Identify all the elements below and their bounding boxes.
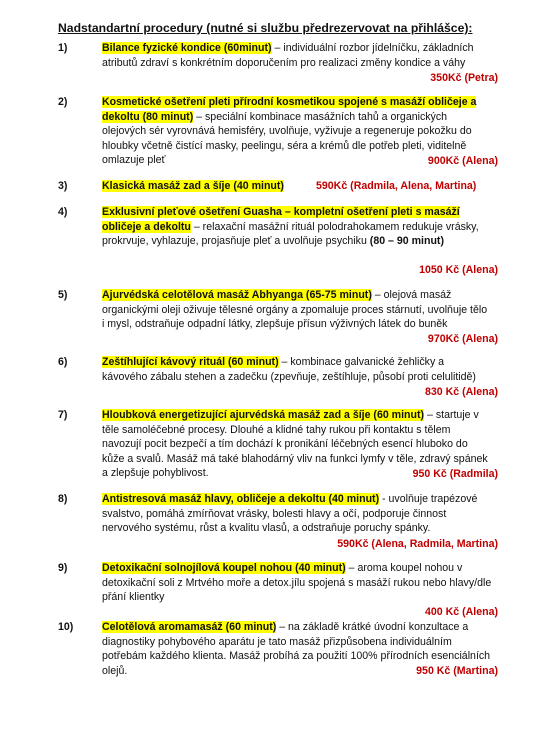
item-description: - uvolňuje trapézové svalstvo, pomáhá zmírňovat vrásky, bolesti hlavy a očí, podporuje činnost nervového systému, růst a kvalitu vlasů, a odstraňuje poruchy spánky.: [102, 493, 478, 535]
item-price: 350Kč (Petra): [430, 72, 498, 84]
item-description: – speciální kombinace masážních tahů a organických olejových sér vyrovnává hemisféry, uvolňuje, vyživuje a regeneruje pokožku do hloubky včetně čistící masky, peelingu, séra a krémů dle potřeb pleti, viditelně omlazuje pleť: [102, 110, 472, 167]
item-title: Detoxikační solnojílová koupel nohou (40 minut): [102, 562, 346, 574]
item-duration: (80 – 90 minut): [369, 235, 444, 248]
item-description: – kombinace galvanické žehličky a kávového zábalu stehen a zadečku (zpevňuje, zeštíhluje, působí proti celulitidě): [102, 356, 476, 383]
item-text: [102, 355, 492, 384]
item-price: 590Kč (Radmila, Alena, Martina): [316, 180, 477, 192]
item-price: 950 Kč (Martina): [416, 665, 498, 677]
item-title: Zeštíhlující kávový rituál (60 minut): [102, 356, 279, 368]
item-title: Klasická masáž zad a šíje (40 minut): [102, 180, 284, 192]
item-text: [102, 205, 492, 249]
item-number: 3): [58, 180, 68, 192]
item-price: 900Kč (Alena): [427, 155, 498, 167]
item-description: – startuje v těle samoléčebné procesy. Dlouhé a klidné tahy rukou při kontaktu s tělem navozují pocit bezpečí a tím dochází k pronikání léčebných esencí hluboko do kůže a svalů. Masáž má také blahodárný vliv na funkci lymfy v těle, zdravý spánek a zlepšuje pohyblivost.: [102, 409, 488, 480]
item-price: 400 Kč (Alena): [424, 606, 498, 618]
item-title: Kosmetické ošetření pleti přírodní kosmetikou spojené s masáží obličeje a dekoltu (80 minut): [102, 96, 477, 123]
item-description: – relaxační masážní rituál polodrahokamem redukuje vrásky, prokrvuje, vyhlazuje, projasňuje pleť a uvolňuje psychiku: [102, 220, 479, 248]
item-number: 5): [58, 289, 68, 301]
item-number: 2): [58, 96, 68, 108]
item-title: Ajurvédská celotělová masáž Abhyanga (65-75 minut): [102, 289, 372, 301]
item-price: 830 Kč (Alena): [424, 386, 498, 398]
item-price: 950 Kč (Radmila): [412, 468, 498, 480]
page-title: Nadstandartní procedury (nutné si službu předrezervovat na přihlášce):: [58, 21, 473, 35]
item-price: 970Kč (Alena): [427, 333, 498, 345]
item-title: Bilance fyzické kondice (60minut): [102, 42, 272, 54]
item-text: [102, 288, 492, 332]
item-number: 7): [58, 409, 68, 421]
item-description: – olejová masáž organickými oleji oživuje tělesné orgány a zpomaluje proces stárnutí, uvolňuje tělo i mysl, odstraňuje odpadní látky, zlepšuje přísun výživných látek do buněk: [102, 289, 488, 331]
item-price: 590Kč (Alena, Radmila, Martina): [337, 538, 498, 550]
item-text: [102, 492, 492, 536]
item-title: Celotělová aromamasáž (60 minut): [102, 621, 277, 633]
item-description: – na základě krátké úvodní konzultace a diagnostiky pohybového aparátu je tato masáž přizpůsobena individuálním potřebám každého klienta. Masáž probíhá za použití 100% přírodních esenciálních olejů.: [102, 621, 491, 677]
item-number: 6): [58, 356, 68, 368]
item-title: Hloubková energetizující ajurvédská masáž zad a šíje (60 minut): [102, 409, 425, 421]
item-number: 10): [58, 621, 74, 633]
item-description: – aroma koupel nohou v detoxikační soli z Mrtvého moře a detox.jílu spojená s masáží rukou nebo hlavy/dle přání klientky: [102, 562, 492, 604]
item-title: Exklusivní pleťové ošetření Guasha – kompletní ošetření pleti s masáží obličeje a dekoltu: [102, 206, 460, 233]
item-number: 9): [58, 562, 68, 574]
item-number: 8): [58, 493, 68, 505]
item-number: 1): [58, 42, 68, 54]
item-text: [102, 41, 492, 70]
item-price: 1050 Kč (Alena): [419, 264, 498, 276]
item-description: – individuální rozbor jídelníčku, základních atributů zdraví s konkrétním doporučením pro realizaci změny kondice a váhy: [102, 42, 474, 69]
item-title: Antistresová masáž hlavy, obličeje a dekoltu (40 minut): [102, 493, 380, 505]
item-text: [102, 561, 492, 605]
item-number: 4): [58, 206, 68, 218]
